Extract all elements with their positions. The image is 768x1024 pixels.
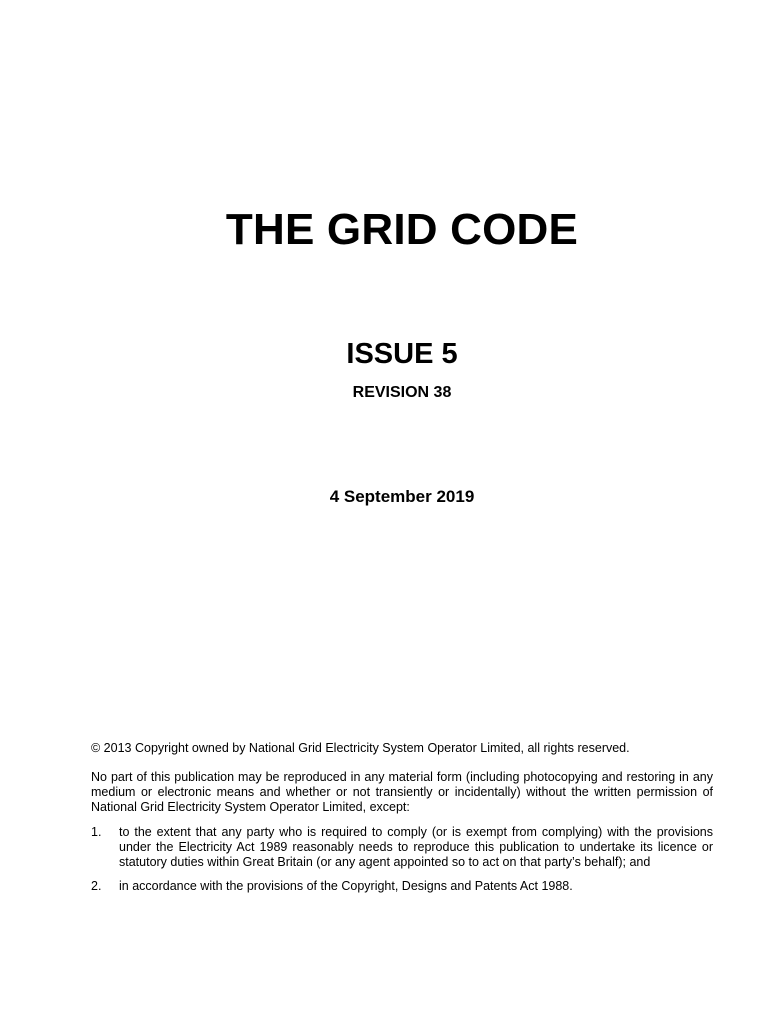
- exception-text: to the extent that any party who is required to comply (or is exempt from complying) with the provisions under the Electricity Act 1989 reasonably needs to reproduce this publication to undertake its licence or statutory duties within Great Britain (or any agent appointed so to act on that party’s behalf); and: [119, 825, 713, 869]
- exception-number: 1.: [91, 825, 102, 839]
- publication-date: 4 September 2019: [329, 487, 475, 506]
- copyright-notice: © 2013 Copyright owned by National Grid Electricity System Operator Limited, all rights reserved.: [91, 741, 630, 755]
- issue-number: ISSUE 5: [346, 338, 458, 370]
- revision-number: REVISION 38: [352, 384, 452, 401]
- reproduction-notice: No part of this publication may be reproduced in any material form (including photocopying and restoring in any medium or electronic means and whether or not transiently or incidentally) without the written permission of National Grid Electricity System Operator Limited, except:: [91, 770, 713, 814]
- document-title: THE GRID CODE: [225, 205, 579, 254]
- exception-number: 2.: [91, 879, 102, 893]
- exception-text: in accordance with the provisions of the Copyright, Designs and Patents Act 1988.: [119, 879, 573, 893]
